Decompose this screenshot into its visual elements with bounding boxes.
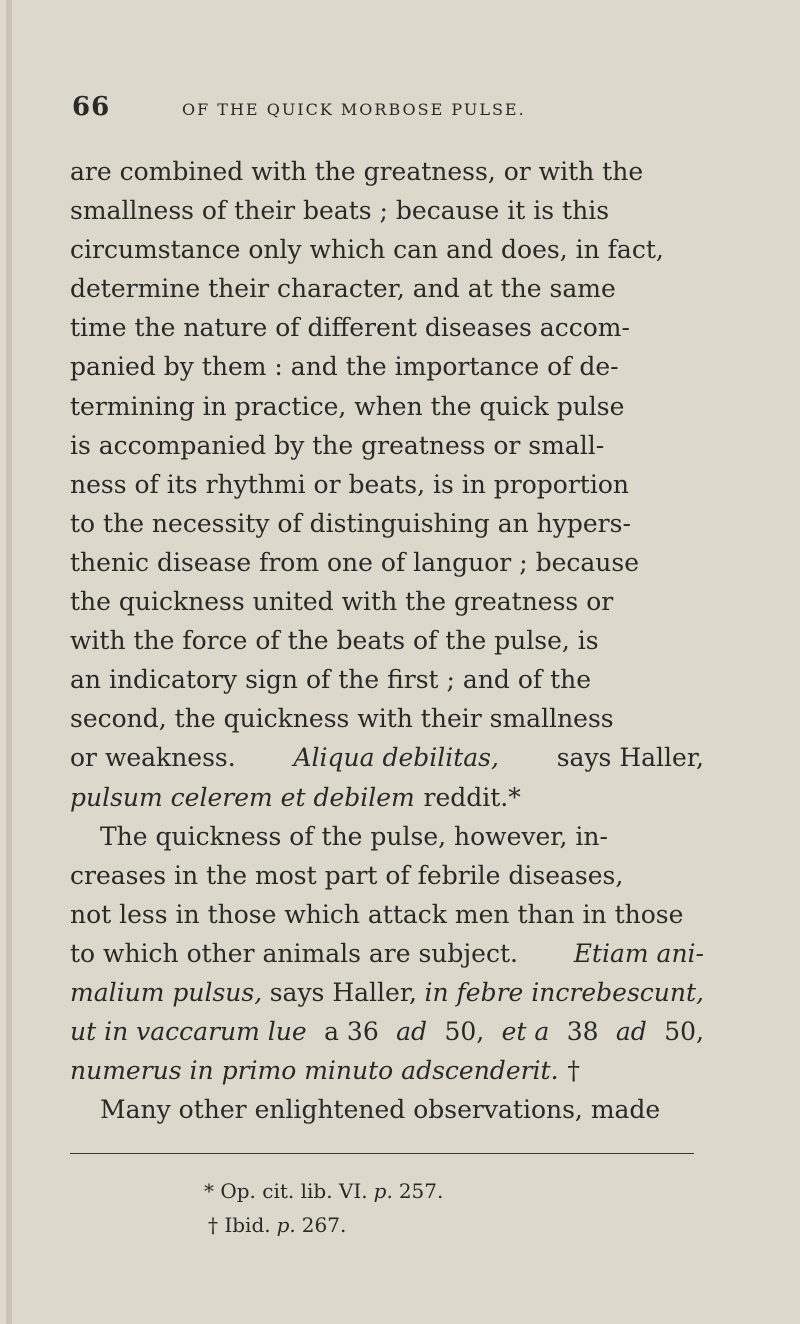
- text-line-segment: smallness of their beats ; because it is this: [70, 196, 610, 226]
- text-line: [70, 230, 704, 269]
- text-line-segment: †: [567, 1056, 580, 1086]
- text-line-segment: are combined with the greatness, or with the: [70, 157, 644, 186]
- text-line: [70, 387, 704, 426]
- text-line-segment: circumstance only which can and does, in fact,: [70, 235, 664, 265]
- page-number: 66: [72, 92, 111, 122]
- footnote: [204, 1174, 604, 1208]
- body-text: [70, 152, 704, 1129]
- footnotes: [204, 1174, 604, 1242]
- text-line-segment: ness of its rhythmi or beats, is in proportion: [70, 469, 629, 499]
- text-line-segment: 38: [566, 1017, 599, 1047]
- text-line: [70, 817, 704, 856]
- text-line: [70, 973, 704, 1012]
- text-line-segment: ut in vaccarum lue: [70, 1017, 307, 1047]
- footnote-segment: p.: [276, 1213, 296, 1237]
- text-line: [70, 504, 704, 543]
- text-line-segment: thenic disease from one of languor ; because: [70, 547, 639, 577]
- text-line: [70, 1012, 704, 1051]
- text-line-segment: ad: [396, 1017, 428, 1047]
- text-line: [70, 191, 704, 230]
- text-line-segment: with the force of the beats of the pulse, is: [70, 626, 599, 656]
- footnote-rule: [70, 1153, 694, 1154]
- footnote-segment: p.: [373, 1179, 393, 1203]
- text-line-segment: numerus in primo minuto adscenderit.: [70, 1056, 559, 1086]
- footnote-segment: * Op. cit. lib. VI.: [204, 1179, 368, 1203]
- footnote: [204, 1208, 604, 1242]
- footnote-segment: † Ibid.: [208, 1213, 271, 1237]
- text-line: [70, 934, 704, 973]
- text-line: [70, 152, 704, 191]
- running-head: OF THE QUICK MORBOSE PULSE.: [182, 100, 526, 119]
- text-line-segment: The quickness of the pulse, however, in-: [100, 821, 608, 851]
- text-line: [70, 1051, 704, 1090]
- text-line-segment: creases in the most part of febrile diseases,: [70, 860, 624, 890]
- text-line: [70, 738, 704, 777]
- text-line-segment: ad: [615, 1017, 647, 1047]
- text-line: [70, 347, 704, 386]
- text-line-segment: malium pulsus,: [70, 977, 263, 1007]
- text-line: [70, 1090, 704, 1129]
- text-line-segment: second, the quickness with their smallness: [70, 704, 614, 734]
- text-line-segment: or weakness.: [70, 743, 236, 773]
- text-line: [70, 621, 704, 660]
- text-line-segment: 50,: [664, 1017, 704, 1047]
- text-line-segment: in febre increbescunt,: [424, 977, 704, 1007]
- text-line: [70, 895, 704, 934]
- text-line-segment: termining in practice, when the quick pulse: [70, 391, 625, 421]
- text-line-segment: 50,: [444, 1017, 485, 1047]
- text-line-segment: a 36: [324, 1017, 379, 1047]
- text-line: [70, 308, 704, 347]
- text-line: [70, 778, 704, 817]
- text-line-segment: to the necessity of distinguishing an hypers-: [70, 508, 631, 538]
- text-line-segment: says Haller,: [556, 743, 704, 773]
- text-line: [70, 856, 704, 895]
- text-line-segment: Aliqua debilitas,: [293, 743, 499, 773]
- text-line: [70, 660, 704, 699]
- text-line-segment: pulsum celerem et debilem: [70, 782, 415, 812]
- text-line: [70, 699, 704, 738]
- text-line: [70, 543, 704, 582]
- text-line: [70, 582, 704, 621]
- text-line-segment: to which other animals are subject.: [70, 938, 518, 968]
- text-line-segment: panied by them : and the importance of de-: [70, 352, 619, 382]
- text-line-segment: reddit.*: [423, 782, 521, 812]
- text-line-segment: an indicatory sign of the first ; and of the: [70, 665, 592, 695]
- book-page: [6, 0, 800, 1324]
- text-line-segment: the quickness united with the greatness or: [70, 587, 614, 617]
- text-line-segment: Many other enlightened observations, made: [100, 1095, 661, 1125]
- text-line-segment: says Haller,: [269, 977, 417, 1007]
- footnote-segment: 257.: [398, 1179, 444, 1203]
- text-line-segment: Etiam ani-: [573, 938, 704, 968]
- footnote-segment: 267.: [301, 1213, 347, 1237]
- text-line: [70, 269, 704, 308]
- text-line-segment: is accompanied by the greatness or small-: [70, 430, 605, 460]
- text-line-segment: determine their character, and at the same: [70, 274, 616, 304]
- text-line: [70, 465, 704, 504]
- text-line-segment: et a: [501, 1017, 550, 1047]
- text-line-segment: not less in those which attack men than in those: [70, 899, 684, 929]
- page-gutter: [6, 0, 12, 1324]
- page-header: [72, 92, 712, 126]
- text-line-segment: time the nature of different diseases accom-: [70, 313, 630, 343]
- text-line: [70, 426, 704, 465]
